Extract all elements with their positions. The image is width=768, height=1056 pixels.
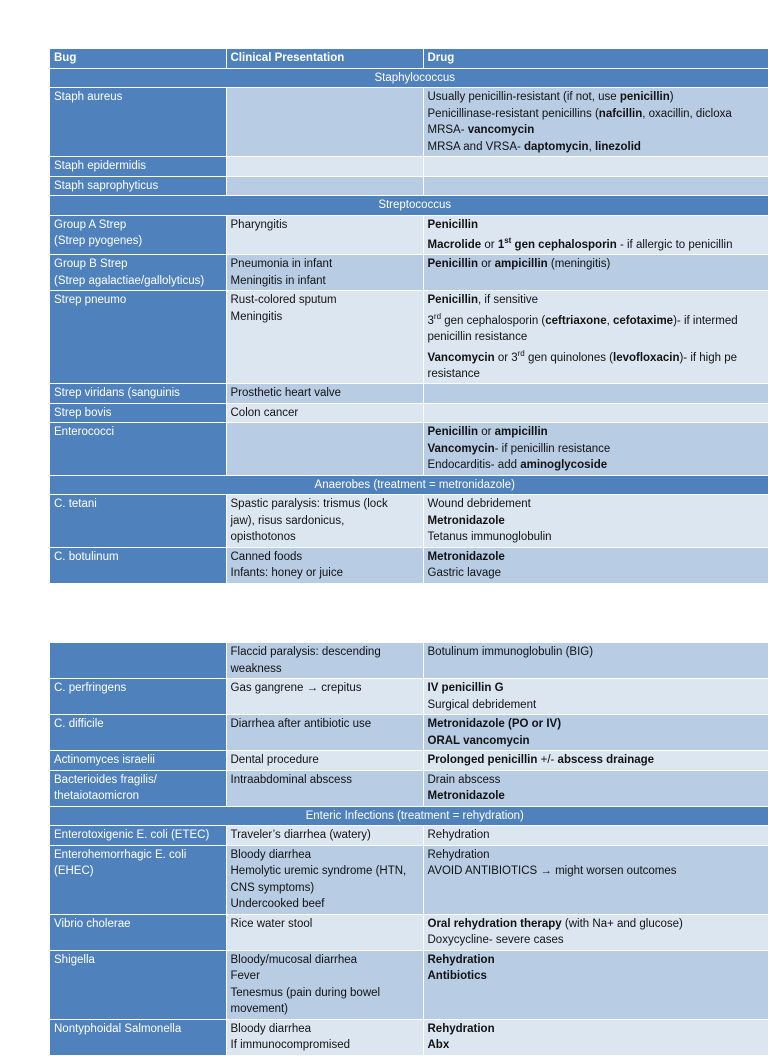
drug-cell: Prolonged penicillin +/- abscess drainage	[423, 751, 768, 771]
table-row	[50, 495, 768, 548]
bug-cell: Vibrio cholerae	[50, 914, 226, 950]
bug-cell: C. difficile	[50, 715, 226, 751]
drug-cell: Metronidazole Gastric lavage	[423, 547, 768, 583]
drug-cell	[423, 403, 768, 423]
clinical-cell: Dental procedure	[226, 751, 423, 771]
drug-line: MRSA and VRSA- daptomycin, linezolid	[428, 139, 768, 156]
arrow-icon: →	[307, 682, 319, 694]
section-staphylococcus: Staphylococcus	[50, 68, 768, 88]
clinical-cell: Canned foods Infants: honey or juice	[226, 547, 423, 583]
clinical-cell: Rust-colored sputum Meningitis	[226, 291, 423, 384]
clinical-cell: Pharyngitis	[226, 215, 423, 255]
clinical-cell: Spastic paralysis: trismus (lock jaw), risus sardonicus, opisthotonos	[226, 495, 423, 548]
drug-cell	[423, 157, 768, 177]
clinical-cell: Rice water stool	[226, 914, 423, 950]
bug-cell: Group B Strep (Strep agalactiae/gallolyticus)	[50, 255, 226, 291]
drug-cell	[423, 176, 768, 196]
table-row	[50, 770, 768, 806]
drug-cell: Rehydration	[423, 826, 768, 846]
section-streptococcus: Streptococcus	[50, 196, 768, 216]
table-row	[50, 751, 768, 771]
header-drug: Drug	[423, 49, 768, 68]
antibiotic-table-1	[50, 49, 768, 584]
drug-line: Penicillinase-resistant penicillins (nafcillin, oxacillin, dicloxa	[428, 106, 768, 123]
bug-cell: Enterotoxigenic E. coli (ETEC)	[50, 826, 226, 846]
clinical-cell: Intraabdominal abscess	[226, 770, 423, 806]
table-row	[50, 643, 768, 679]
drug-cell: Penicillin, if sensitive 3rd gen cephalosporin (ceftriaxone, cefotaxime)- if intermed penicillin resistance Vancomycin or 3rd gen quinolones (levofloxacin)- if high pe resistance	[423, 291, 768, 384]
section-row	[50, 806, 768, 826]
bug-cell: Actinomyces israelii	[50, 751, 226, 771]
header-bug: Bug	[50, 49, 226, 68]
clinical-cell	[226, 176, 423, 196]
section-row	[50, 68, 768, 88]
drug-cell: Penicillin Macrolide or 1st gen cephalosporin - if allergic to penicillin	[423, 215, 768, 255]
clinical-cell	[226, 88, 423, 157]
bug-cell: Shigella	[50, 950, 226, 1019]
table-row	[50, 950, 768, 1019]
bug-cell: Strep bovis	[50, 403, 226, 423]
drug-cell: Penicillin or ampicillin (meningitis)	[423, 255, 768, 291]
table-row	[50, 715, 768, 751]
drug-cell: Rehydration Abx	[423, 1019, 768, 1055]
arrow-icon: →	[540, 865, 552, 877]
table-row	[50, 547, 768, 583]
bug-cell: Enterohemorrhagic E. coli (EHEC)	[50, 845, 226, 914]
drug-cell: Rehydration AVOID ANTIBIOTICS → might worsen outcomes	[423, 845, 768, 914]
bug-cell: Enterococci	[50, 423, 226, 476]
table-row	[50, 423, 768, 476]
table-row	[50, 255, 768, 291]
drug-line: Usually penicillin-resistant (if not, use penicillin)	[428, 89, 768, 106]
table-row	[50, 845, 768, 914]
drug-cell: Rehydration Antibiotics	[423, 950, 768, 1019]
bug-cell: C. botulinum	[50, 547, 226, 583]
clinical-cell: Traveler’s diarrhea (watery)	[226, 826, 423, 846]
bug-name: Staph aureus	[54, 91, 122, 103]
drug-cell: Oral rehydration therapy (with Na+ and glucose) Doxycycline- severe cases	[423, 914, 768, 950]
drug-cell: Metronidazole (PO or IV) ORAL vancomycin	[423, 715, 768, 751]
table-row	[50, 291, 768, 384]
antibiotic-table-2	[50, 643, 768, 1056]
section-row	[50, 475, 768, 495]
header-clinical: Clinical Presentation	[226, 49, 423, 68]
table-row	[50, 1019, 768, 1055]
clinical-cell	[226, 423, 423, 476]
bug-cell	[50, 88, 226, 157]
clinical-cell	[226, 157, 423, 177]
bug-cell: Nontyphoidal Salmonella	[50, 1019, 226, 1055]
clinical-cell: Bloody diarrhea Hemolytic uremic syndrome (HTN, CNS symptoms) Undercooked beef	[226, 845, 423, 914]
table-row	[50, 826, 768, 846]
table-row	[50, 679, 768, 715]
section-anaerobes: Anaerobes (treatment = metronidazole)	[50, 475, 768, 495]
drug-cell	[423, 88, 768, 157]
table-row	[50, 215, 768, 255]
bug-cell: C. tetani	[50, 495, 226, 548]
bug-cell: Bacterioides fragilis/ thetaiotaomicron	[50, 770, 226, 806]
bug-cell: Strep pneumo	[50, 291, 226, 384]
section-enteric: Enteric Infections (treatment = rehydration)	[50, 806, 768, 826]
drug-cell: Wound debridement Metronidazole Tetanus immunoglobulin	[423, 495, 768, 548]
bug-cell: Staph epidermidis	[50, 157, 226, 177]
clinical-cell: Flaccid paralysis: descending weakness	[226, 643, 423, 679]
bug-cell: Staph saprophyticus	[50, 176, 226, 196]
bug-cell: Strep viridans (sanguinis	[50, 384, 226, 404]
table-row	[50, 176, 768, 196]
bug-cell: C. perfringens	[50, 679, 226, 715]
drug-cell	[423, 384, 768, 404]
drug-line: MRSA- vancomycin	[428, 122, 768, 139]
clinical-cell: Bloody diarrhea If immunocompromised	[226, 1019, 423, 1055]
clinical-cell: Bloody/mucosal diarrhea Fever Tenesmus (pain during bowel movement)	[226, 950, 423, 1019]
clinical-cell: Gas gangrene → crepitus	[226, 679, 423, 715]
clinical-cell: Prosthetic heart valve	[226, 384, 423, 404]
drug-cell: Drain abscess Metronidazole	[423, 770, 768, 806]
table-row	[50, 403, 768, 423]
table-row	[50, 157, 768, 177]
table-row	[50, 914, 768, 950]
table-row	[50, 384, 768, 404]
drug-cell: Botulinum immunoglobulin (BIG)	[423, 643, 768, 679]
clinical-cell: Pneumonia in infant Meningitis in infant	[226, 255, 423, 291]
clinical-cell: Diarrhea after antibiotic use	[226, 715, 423, 751]
drug-cell: Penicillin or ampicillin Vancomycin- if penicillin resistance Endocarditis- add aminoglycoside	[423, 423, 768, 476]
bug-cell: Group A Strep (Strep pyogenes)	[50, 215, 226, 255]
clinical-cell: Colon cancer	[226, 403, 423, 423]
header-row	[50, 49, 768, 68]
bug-cell	[50, 643, 226, 679]
drug-cell: IV penicillin G Surgical debridement	[423, 679, 768, 715]
section-row	[50, 196, 768, 216]
table-row	[50, 88, 768, 157]
